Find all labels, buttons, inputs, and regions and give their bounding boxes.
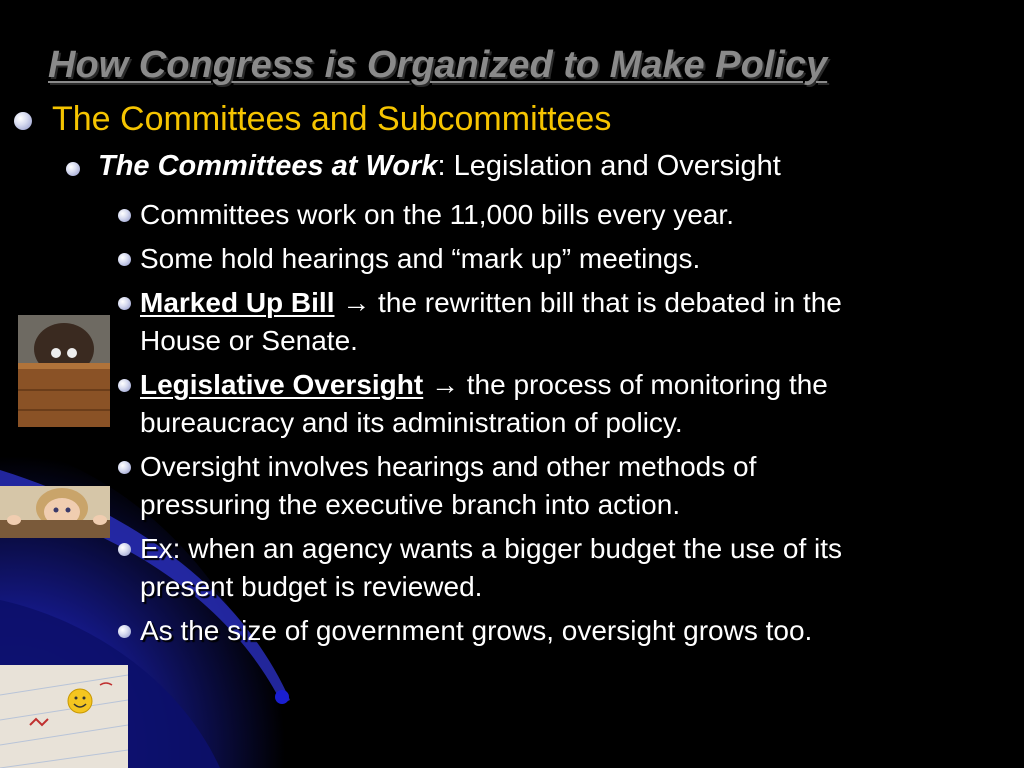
bullet-text-continued: bureaucracy and its administration of policy. — [140, 407, 683, 438]
bullet-icon — [118, 379, 131, 392]
subheading-committees-at-work — [98, 150, 781, 183]
bullet-item-marked-up-bill — [140, 284, 842, 360]
bullet-text: Oversight involves hearings and other methods of — [140, 451, 757, 482]
bullet-text: Committees work on the 11,000 bills every year. — [140, 199, 734, 230]
bullet-icon — [66, 162, 80, 176]
bullet-text-continued: House or Senate. — [140, 325, 358, 356]
heading-committees — [52, 100, 611, 139]
bullet-text-continued: pressuring the executive branch into action. — [140, 489, 681, 520]
term-marked-up-bill: Marked Up Bill — [140, 287, 335, 318]
bullet-icon — [14, 112, 32, 130]
child-peeking-over-fence-photo — [0, 486, 110, 538]
bullet-text-continued: present budget is reviewed. — [140, 571, 483, 602]
arrow-right-icon: → — [342, 287, 371, 318]
bullet-text: Some hold hearings and “mark up” meetings. — [140, 243, 701, 274]
bullet-text: the process of monitoring the — [459, 369, 828, 400]
bullet-text: the rewritten bill that is debated in the — [370, 287, 842, 318]
bullet-icon — [118, 297, 131, 310]
bullet-icon — [118, 461, 131, 474]
bullet-text: Ex: when an agency wants a bigger budget the use of its — [140, 533, 843, 564]
slide-title: How Congress is Organized to Make Policy — [48, 44, 828, 86]
bullet-item — [140, 240, 700, 278]
bullet-item — [140, 196, 734, 234]
peeking-over-wall-photo — [18, 315, 110, 427]
bullet-item — [140, 612, 812, 650]
subheading-emphasis: The Committees at Work — [98, 150, 438, 182]
bullet-text: As the size of government grows, oversight grows too. — [140, 615, 813, 646]
bullet-item — [140, 530, 842, 606]
graded-paper-smiley-photo — [0, 665, 128, 768]
bullet-icon — [118, 543, 131, 556]
arrow-right-icon: → — [431, 369, 459, 400]
bullet-item-legislative-oversight — [140, 366, 828, 442]
bullet-icon — [118, 209, 131, 222]
heading-text: The Committees and Subcommittees — [52, 100, 612, 138]
bullet-item — [140, 448, 756, 524]
term-legislative-oversight: Legislative Oversight — [140, 369, 424, 400]
subheading-rest: : Legislation and Oversight — [437, 150, 781, 182]
bullet-icon — [118, 625, 131, 638]
bullet-icon — [118, 253, 131, 266]
